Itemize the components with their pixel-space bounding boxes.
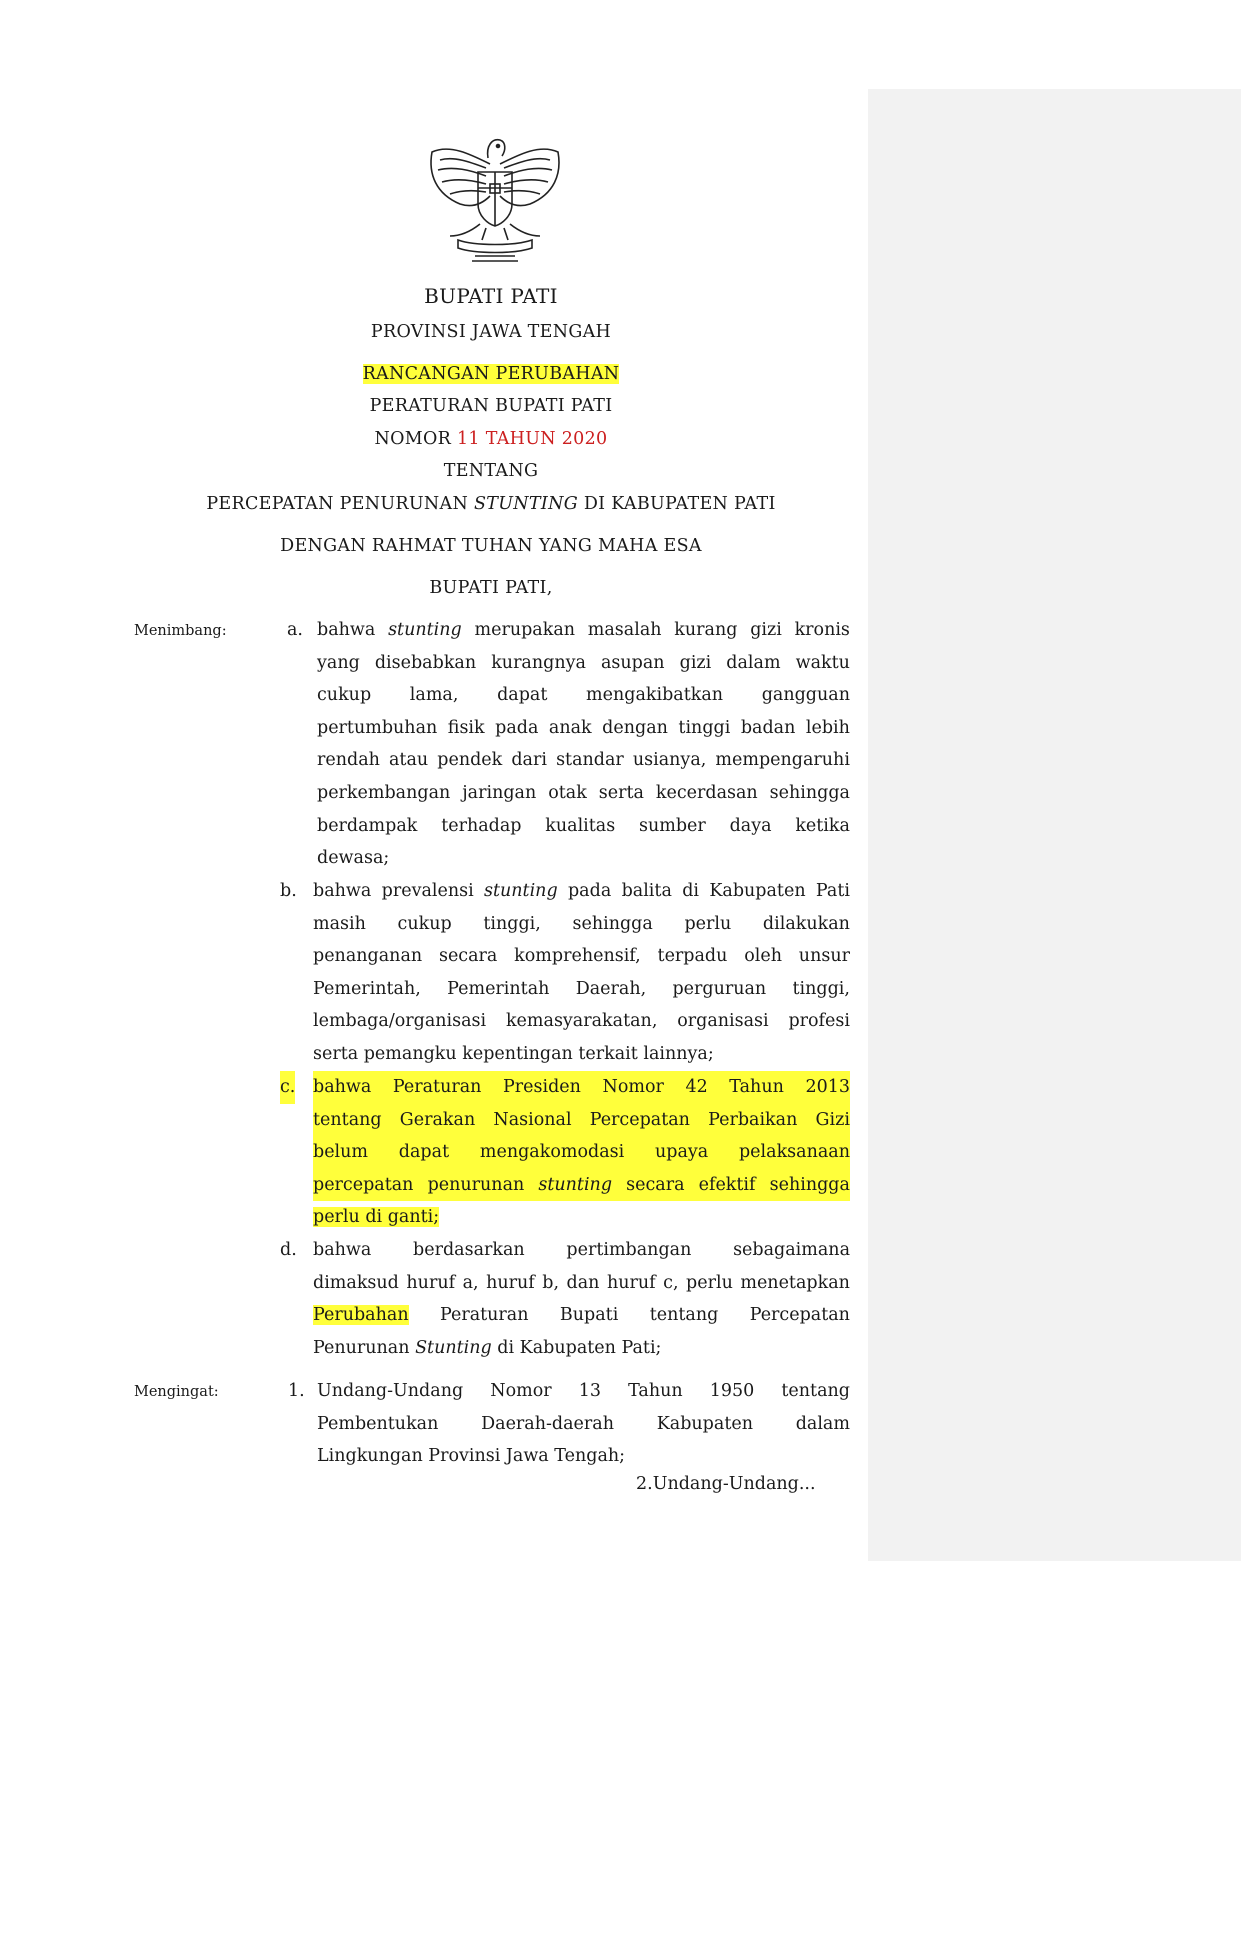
word: merupakan <box>474 620 576 640</box>
text-line <box>317 744 850 777</box>
word: sehingga <box>769 1174 850 1195</box>
text-line <box>313 1234 850 1267</box>
word: berdasarkan <box>413 1240 525 1260</box>
text-line <box>313 940 850 973</box>
word: sumber <box>639 815 706 836</box>
word: cukup <box>397 913 452 934</box>
word: dapat <box>398 1142 450 1163</box>
word: Peraturan <box>392 1077 482 1097</box>
word: sehingga <box>572 913 653 934</box>
word: rendah <box>317 750 380 771</box>
word: Daerah-daerah <box>481 1413 614 1434</box>
word: pertumbuhan <box>317 717 438 738</box>
word: usianya, <box>632 750 707 771</box>
word: Presiden <box>503 1077 581 1097</box>
word: secara <box>626 1174 685 1195</box>
signatory-line: BUPATI PATI, <box>429 578 553 598</box>
subject-line <box>0 494 982 514</box>
word: menetapkan <box>740 1272 850 1293</box>
considering-item-marker: c. <box>280 1071 295 1104</box>
word: sehingga <box>769 782 850 803</box>
text-line <box>317 712 850 745</box>
word: tentang <box>781 1381 850 1401</box>
subject-before: PERCEPATAN PENURUNAN <box>206 494 474 514</box>
text-line <box>317 1408 850 1441</box>
word: Nasional <box>493 1109 572 1130</box>
word: otak <box>548 782 587 803</box>
word: dalam <box>795 1413 850 1434</box>
word: gizi <box>750 620 782 640</box>
word: Percepatan <box>749 1305 850 1326</box>
word: terpadu <box>657 946 728 967</box>
word: gizi <box>679 652 712 673</box>
word: berdampak <box>317 815 418 836</box>
word: Nomor <box>602 1077 664 1097</box>
word: pendek <box>437 750 503 771</box>
remembering-item-marker: 1. <box>288 1381 305 1401</box>
considering-item-text <box>317 614 850 875</box>
word: Bupati <box>559 1305 619 1326</box>
word: mengakomodasi <box>479 1142 625 1163</box>
word: terhadap <box>441 815 522 836</box>
word: atau <box>389 750 429 771</box>
word: kurangnya <box>491 652 586 673</box>
word: kronis <box>794 620 850 640</box>
text-line: Penurunan Stunting di Kabupaten Pati; <box>313 1337 662 1358</box>
considering-item-marker: d. <box>280 1240 297 1260</box>
word: unsur <box>798 946 850 967</box>
word: kecerdasan <box>655 782 758 803</box>
word: oleh <box>744 946 782 967</box>
word: waktu <box>795 652 850 673</box>
comment-margin-panel <box>868 89 1241 1561</box>
word: dengan <box>602 717 668 738</box>
word: upaya <box>654 1142 709 1163</box>
word: a, <box>462 1272 479 1293</box>
word: dilakukan <box>762 913 850 934</box>
word: fisik <box>447 717 485 738</box>
text-line <box>313 908 850 941</box>
word: anak <box>548 717 592 738</box>
word: perkembangan <box>317 782 451 803</box>
word: badan <box>740 717 796 738</box>
text-line <box>313 1071 850 1104</box>
remembering-label: Mengingat: <box>134 1384 219 1400</box>
word: Pemerintah <box>447 978 550 999</box>
garuda-emblem <box>420 124 570 266</box>
word: Pembentukan <box>317 1413 439 1434</box>
text-line <box>317 777 850 810</box>
draft-label: RANCANGAN PERUBAHAN <box>362 364 620 384</box>
word: balita <box>621 881 672 901</box>
considering-item-text <box>313 1071 850 1234</box>
word: stunting <box>484 881 558 901</box>
considering-label: Menimbang: <box>134 623 227 639</box>
word: serta <box>598 782 644 803</box>
text-line: dewasa; <box>317 848 390 869</box>
word: bahwa <box>313 1240 372 1260</box>
text-line <box>317 647 850 680</box>
word: lama, <box>409 685 459 706</box>
word: Perubahan <box>313 1305 409 1326</box>
draft-label-line <box>0 364 982 384</box>
word: organisasi <box>677 1011 769 1032</box>
word: huruf <box>406 1272 456 1293</box>
word: dari <box>511 750 547 771</box>
word: Tahun <box>628 1381 683 1401</box>
word: c, <box>663 1272 679 1293</box>
word: lebih <box>805 717 850 738</box>
word: belum <box>313 1142 369 1163</box>
subject-italic: STUNTING <box>473 494 578 514</box>
word: prevalensi <box>381 881 474 901</box>
word: standar <box>556 750 624 771</box>
text-line <box>317 1375 850 1408</box>
regulation-type: PERATURAN BUPATI PATI <box>369 396 613 416</box>
word: gangguan <box>761 685 850 706</box>
continuation-marker: 2.Undang-Undang... <box>636 1474 816 1494</box>
text-line: Lingkungan Provinsi Jawa Tengah; <box>317 1446 626 1467</box>
word: Pati <box>815 881 850 901</box>
word: profesi <box>788 1011 850 1032</box>
word: bahwa <box>317 620 376 640</box>
word: bahwa <box>313 1077 372 1097</box>
word: pada <box>495 717 539 738</box>
word: cukup <box>317 685 372 706</box>
text-line <box>313 1104 850 1137</box>
word: secara <box>438 946 498 967</box>
authority-title: BUPATI PATI <box>424 284 558 308</box>
word: Undang-Undang <box>317 1381 464 1401</box>
word: penanganan <box>313 946 423 967</box>
word: Daerah, <box>575 978 647 999</box>
word: 2013 <box>805 1077 850 1097</box>
word: perlu <box>686 1272 733 1293</box>
word: penurunan <box>427 1174 525 1195</box>
text-line <box>313 973 850 1006</box>
word: masalah <box>587 620 662 640</box>
word: 13 <box>578 1381 601 1401</box>
word: lembaga/organisasi <box>313 1011 487 1032</box>
considering-item-text <box>313 875 850 1071</box>
word: stunting <box>538 1174 613 1195</box>
regulation-number <box>0 429 982 449</box>
word: stunting <box>388 620 462 640</box>
word: ketika <box>795 815 850 836</box>
text-line <box>313 875 850 908</box>
word: sebagaimana <box>733 1240 850 1260</box>
text-line <box>313 1299 850 1332</box>
word: pelaksanaan <box>738 1142 850 1163</box>
word: Pemerintah, <box>313 978 421 999</box>
word: dimaksud <box>313 1272 399 1293</box>
blessing-line: DENGAN RAHMAT TUHAN YANG MAHA ESA <box>280 536 702 556</box>
word: Nomor <box>490 1381 552 1401</box>
about-line: TENTANG <box>443 461 539 481</box>
word: efektif <box>698 1174 756 1195</box>
considering-item-text <box>313 1234 850 1364</box>
subject-after: DI KABUPATEN PATI <box>577 494 776 514</box>
word: 1950 <box>709 1381 755 1401</box>
word: tinggi, <box>483 913 541 934</box>
word: kualitas <box>545 815 616 836</box>
word: Perbaikan <box>708 1109 798 1130</box>
word: percepatan <box>313 1174 414 1195</box>
text-line <box>317 614 850 647</box>
word: Kabupaten <box>656 1413 753 1434</box>
word: disebabkan <box>374 652 477 673</box>
word: asupan <box>600 652 665 673</box>
number-prefix: NOMOR <box>374 429 457 449</box>
word: pertimbangan <box>566 1240 692 1260</box>
word: tentang <box>313 1109 382 1130</box>
word: dan <box>566 1272 600 1293</box>
considering-item-marker: b. <box>280 881 297 901</box>
text-line: perlu di ganti; <box>313 1207 440 1228</box>
word: daya <box>729 815 772 836</box>
word: komprehensif, <box>514 946 641 967</box>
word: kemasyarakatan, <box>505 1011 658 1032</box>
word: tinggi, <box>792 978 850 999</box>
word: dapat <box>497 685 548 706</box>
word: 42 <box>685 1077 708 1097</box>
word: Kabupaten <box>709 881 806 901</box>
word: tentang <box>649 1305 719 1326</box>
word: b, <box>542 1272 560 1293</box>
word: mengakibatkan <box>586 685 724 706</box>
word: pada <box>567 881 612 901</box>
word: mempengaruhi <box>715 750 850 771</box>
word: kurang <box>674 620 738 640</box>
word: huruf <box>486 1272 535 1293</box>
considering-item-marker: a. <box>287 620 303 640</box>
province-line: PROVINSI JAWA TENGAH <box>370 322 612 342</box>
word: Gerakan <box>399 1109 476 1130</box>
word: yang <box>317 652 360 673</box>
word: jaringan <box>462 782 537 803</box>
remembering-item-text <box>317 1375 850 1473</box>
word: tinggi <box>678 717 731 738</box>
word: Gizi <box>815 1109 850 1130</box>
word: di <box>682 881 699 901</box>
text-line: serta pemangku kepentingan terkait lainnya; <box>313 1043 714 1064</box>
text-line <box>313 1169 850 1202</box>
text-line <box>317 810 850 843</box>
text-line <box>313 1267 850 1300</box>
word: perlu <box>684 913 732 934</box>
word: Percepatan <box>589 1109 690 1130</box>
word: masih <box>313 913 366 934</box>
number-value: 11 TAHUN 2020 <box>456 429 608 449</box>
word: bahwa <box>313 881 372 901</box>
word: huruf <box>606 1272 656 1293</box>
text-line <box>317 679 850 712</box>
word: dalam <box>726 652 781 673</box>
text-line <box>313 1005 850 1038</box>
text-line <box>313 1136 850 1169</box>
word: Peraturan <box>439 1305 529 1326</box>
word: perguruan <box>672 978 767 999</box>
word: Tahun <box>729 1077 784 1097</box>
